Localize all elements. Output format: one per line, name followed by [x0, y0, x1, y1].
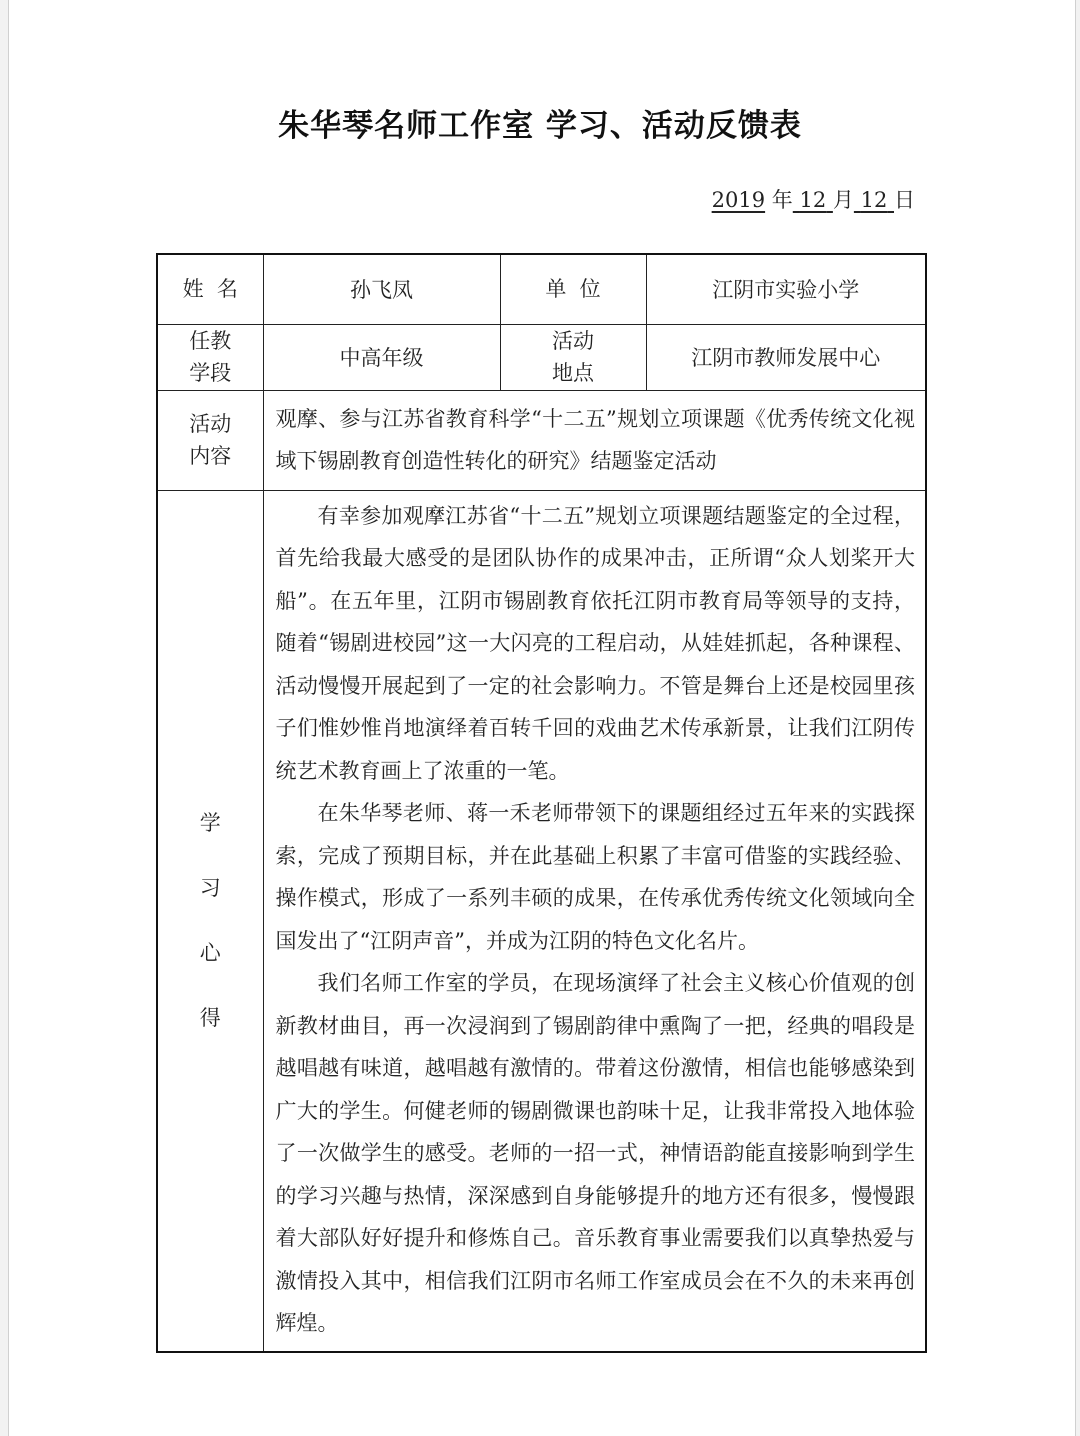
reflection-paragraph: 在朱华琴老师、蒋一禾老师带领下的课题组经过五年来的实践探索，完成了预期目标，并在此基础上积累了丰富可借鉴的实践经验、操作模式，形成了一系列丰硕的成果，在传承优秀传统文化领域向全国发出了“江阴声音”，并成为江阴的特色文化名片。	[275, 801, 915, 953]
date-month: 12	[799, 188, 827, 212]
unit-value: 江阴市实验小学	[646, 254, 926, 324]
content-label	[157, 390, 263, 490]
date-day-unit: 日	[894, 188, 915, 212]
document-title: 朱华琴名师工作室 学习、活动反馈表	[278, 108, 802, 144]
content-label-line-2: 内容	[189, 444, 232, 468]
table-row	[157, 254, 926, 324]
reflection-text	[263, 490, 926, 1352]
reflection-label	[157, 490, 263, 1352]
feedback-form-table	[156, 253, 927, 1353]
document-date	[712, 184, 915, 214]
date-month-unit: 月	[832, 188, 854, 212]
table-row	[157, 490, 926, 1352]
date-year: 2019	[711, 188, 766, 212]
location-label	[500, 324, 646, 390]
reflection-label-char: 得	[199, 1005, 221, 1030]
reflection-paragraph: 我们名师工作室的学员，在现场演绎了社会主义核心价值观的创新教材曲目，再一次浸润到了锡剧韵律中熏陶了一把，经典的唱段是越唱越有味道，越唱越有激情的。带着这份激情，相信也能够感染到广大的学生。何健老师的锡剧微课也韵味十足，让我非常投入地体验了一次做学生的感受。老师的一招一式，神情语韵能直接影响到学生的学习兴趣与热情，深深感到自身能够提升的地方还有很多，慢慢跟着大部队好好提升和修炼自己。音乐教育事业需要我们以真挚热爱与激情投入其中，相信我们江阴市名师工作室成员会在不久的未来再创辉煌。	[275, 971, 915, 1335]
reflection-label-char: 习	[199, 875, 221, 900]
grade-label-line-1: 任教	[189, 329, 232, 353]
unit-label: 单 位	[500, 254, 646, 324]
reflection-paragraph: 有幸参加观摩江苏省“十二五”规划立项课题结题鉴定的全过程，首先给我最大感受的是团队协作的成果冲击，正所谓“众人划桨开大船”。在五年里，江阴市锡剧教育依托江阴市教育局等领导的支持，随着“锡剧进校园”这一大闪亮的工程启动，从娃娃抓起，各种课程、活动慢慢开展起到了一定的社会影响力。不管是舞台上还是校园里孩子们惟妙惟肖地演绎着百转千回的戏曲艺术传承新景，让我们江阴传统艺术教育画上了浓重的一笔。	[275, 503, 915, 783]
name-value: 孙飞凤	[263, 254, 500, 324]
location-value: 江阴市教师发展中心	[646, 324, 926, 390]
location-label-line-1: 活动	[552, 329, 594, 353]
grade-label-line-2: 学段	[189, 361, 232, 385]
table-row	[157, 390, 926, 490]
date-day: 12	[860, 188, 888, 212]
reflection-label-char: 心	[199, 940, 221, 965]
table-row	[157, 324, 926, 390]
date-year-unit: 年	[771, 188, 793, 212]
grade-label	[157, 324, 263, 390]
reflection-label-char: 学	[199, 810, 221, 835]
location-label-line-2: 地点	[552, 361, 594, 385]
content-value: 观摩、参与江苏省教育科学“十二五”规划立项课题《优秀传统文化视域下锡剧教育创造性转化的研究》结题鉴定活动	[263, 390, 926, 490]
grade-value: 中高年级	[263, 324, 500, 390]
content-label-line-1: 活动	[189, 412, 232, 436]
name-label: 姓 名	[157, 254, 263, 324]
